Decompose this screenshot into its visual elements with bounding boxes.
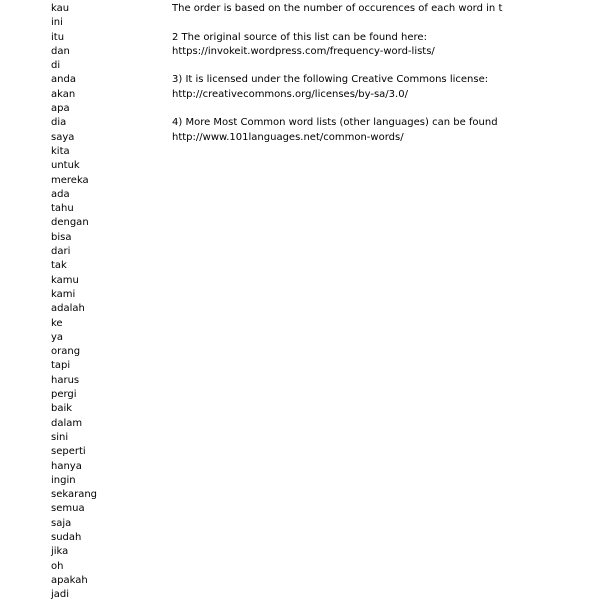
word-item: sudah [51, 531, 82, 543]
note-order-text: The order is based on the number of occurences of each word in t [172, 3, 503, 14]
word-item: adalah [51, 303, 85, 315]
word-item: anda [51, 74, 76, 86]
word-item: untuk [51, 160, 80, 172]
word-item: tapi [51, 360, 71, 372]
word-item: saja [51, 517, 72, 529]
word-item: kita [51, 145, 70, 157]
word-item: harus [51, 374, 80, 386]
word-item: ingin [51, 474, 76, 486]
word-item: ya [51, 331, 64, 343]
word-item: ini [51, 17, 63, 29]
note-license-title: 3) It is licensed under the following Creative Commons license: [172, 74, 489, 86]
word-item: saya [51, 131, 75, 143]
word-item: apa [51, 103, 70, 115]
word-item: apakah [51, 574, 88, 586]
word-item: sini [51, 431, 69, 443]
note-order [172, 2, 532, 16]
word-list [51, 2, 97, 600]
note-source [172, 31, 532, 60]
word-item: pergi [51, 389, 77, 401]
word-item: semua [51, 503, 85, 515]
word-item: kamu [51, 274, 79, 286]
word-item: jadi [51, 589, 70, 600]
word-item: hanya [51, 460, 82, 472]
word-item: di [51, 60, 61, 72]
word-item: oh [51, 560, 64, 572]
word-item: seperti [51, 446, 86, 458]
note-more-lists [172, 116, 532, 145]
word-item: ada [51, 188, 70, 200]
note-license [172, 73, 532, 102]
word-item: kau [51, 3, 70, 14]
note-license-link[interactable]: http://creativecommons.org/licenses/by-sa/3.0/ [172, 88, 408, 100]
note-source-link[interactable]: https://invokeit.wordpress.com/frequency-word-lists/ [172, 45, 435, 57]
word-item: dari [51, 246, 71, 258]
word-item: tak [51, 260, 67, 272]
word-item: kami [51, 288, 76, 300]
word-item: sekarang [51, 489, 98, 501]
word-item: orang [51, 346, 81, 358]
notes-column [172, 2, 532, 159]
word-item: dengan [51, 217, 89, 229]
word-item: ke [51, 317, 63, 329]
word-item: dia [51, 117, 67, 129]
word-item: baik [51, 403, 73, 415]
note-more-lists-title: 4) More Most Common word lists (other languages) can be found [172, 117, 498, 129]
word-item: itu [51, 31, 65, 43]
word-item: dan [51, 45, 70, 57]
word-item: akan [51, 88, 76, 100]
note-more-lists-link[interactable]: http://www.101languages.net/common-words/ [172, 131, 404, 143]
word-item: bisa [51, 231, 72, 243]
word-item: tahu [51, 203, 74, 215]
word-item: mereka [51, 174, 89, 186]
word-item: dalam [51, 417, 83, 429]
note-source-title: 2 The original source of this list can be found here: [172, 31, 427, 43]
word-item: jika [51, 546, 69, 558]
